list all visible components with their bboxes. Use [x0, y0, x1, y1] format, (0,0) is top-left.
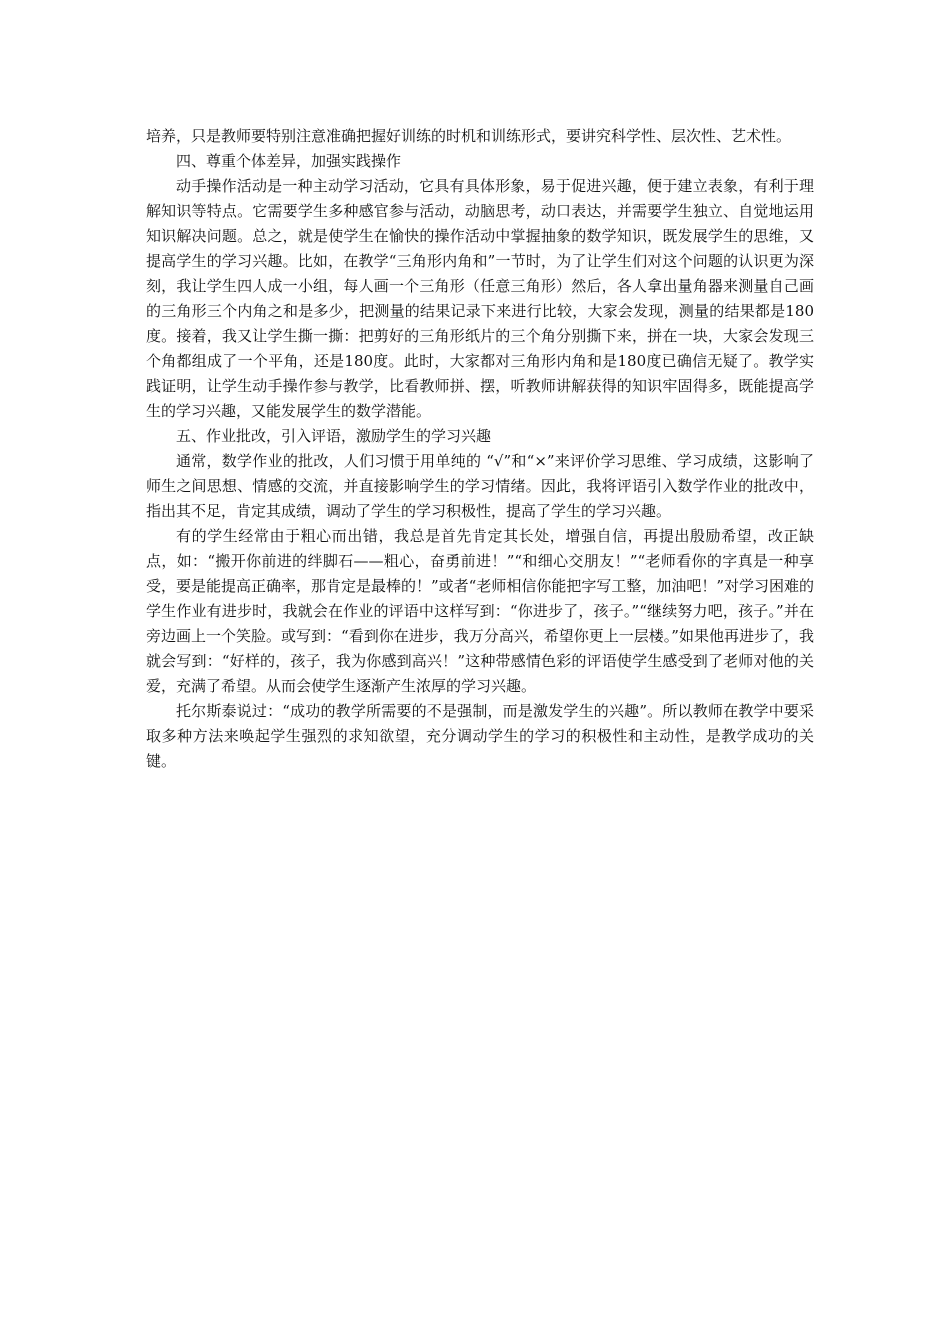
document-body [146, 124, 814, 774]
body-paragraph: 动手操作活动是一种主动学习活动，它具有具体形象，易于促进兴趣，便于建立表象，有利于理解知识等特点。它需要学生多种感官参与活动，动脑思考，动口表达，并需要学生独立、自觉地运用知识解决问题。总之，就是使学生在愉快的操作活动中掌握抽象的数学知识，既发展学生的思维，又提高学生的学习兴趣。比如，在教学“三角形内角和”一节时，为了让学生们对这个问题的认识更为深刻，我让学生四人成一小组，每人画一个三角形（任意三角形）然后，各人拿出量角器来测量自己画的三角形三个内角之和是多少，把测量的结果记录下来进行比较，大家会发现，测量的结果都是180度。接着，我又让学生撕一撕：把剪好的三角形纸片的三个角分别撕下来，拼在一块，大家会发现三个角都组成了一个平角，还是180度。此时，大家都对三角形内角和是180度已确信无疑了。教学实践证明，让学生动手操作参与教学，比看教师拼、摆，听教师讲解获得的知识牢固得多，既能提高学生的学习兴趣，又能发展学生的数学潜能。 [146, 177, 814, 420]
continuation-paragraph: 培养，只是教师要特别注意准确把握好训练的时机和训练形式，要讲究科学性、层次性、艺术性。 [146, 127, 792, 145]
body-paragraph: 通常，数学作业的批改，人们习惯于用单纯的 “√”和“×”来评价学习思维、学习成绩，这影响了师生之间思想、情感的交流，并直接影响学生的学习情绪。因此，我将评语引入数学作业的批改中，指出其不足，肯定其成绩，调动了学生的学习积极性，提高了学生的学习兴趣。 [146, 452, 814, 520]
section-heading-5: 五、作业批改，引入评语，激励学生的学习兴趣 [176, 427, 492, 445]
section-heading-4: 四、尊重个体差异，加强实践操作 [176, 152, 402, 170]
body-paragraph: 有的学生经常由于粗心而出错，我总是首先肯定其长处，增强自信，再提出殷励希望，改正缺点，如：“搬开你前进的绊脚石——粗心，奋勇前进！”“和细心交朋友！”“老师看你的字真是一种享受，要是能提高正确率，那肯定是最棒的！”或者“老师相信你能把字写工整，加油吧！”对学习困难的学生作业有进步时，我就会在作业的评语中这样写到：“你进步了，孩子。”“继续努力吧，孩子。”并在旁边画上一个笑脸。或写到：“看到你在进步，我万分高兴，希望你更上一层楼。”如果他再进步了，我就会写到：“好样的，孩子，我为你感到高兴！”这种带感情色彩的评语使学生感受到了老师对他的关爱，充满了希望。从而会使学生逐渐产生浓厚的学习兴趣。 [146, 527, 815, 695]
body-paragraph: 托尔斯泰说过：“成功的教学所需要的不是强制，而是激发学生的兴趣”。所以教师在教学中要采取多种方法来唤起学生强烈的求知欲望，充分调动学生的学习的积极性和主动性，是教学成功的关键。 [146, 702, 814, 770]
